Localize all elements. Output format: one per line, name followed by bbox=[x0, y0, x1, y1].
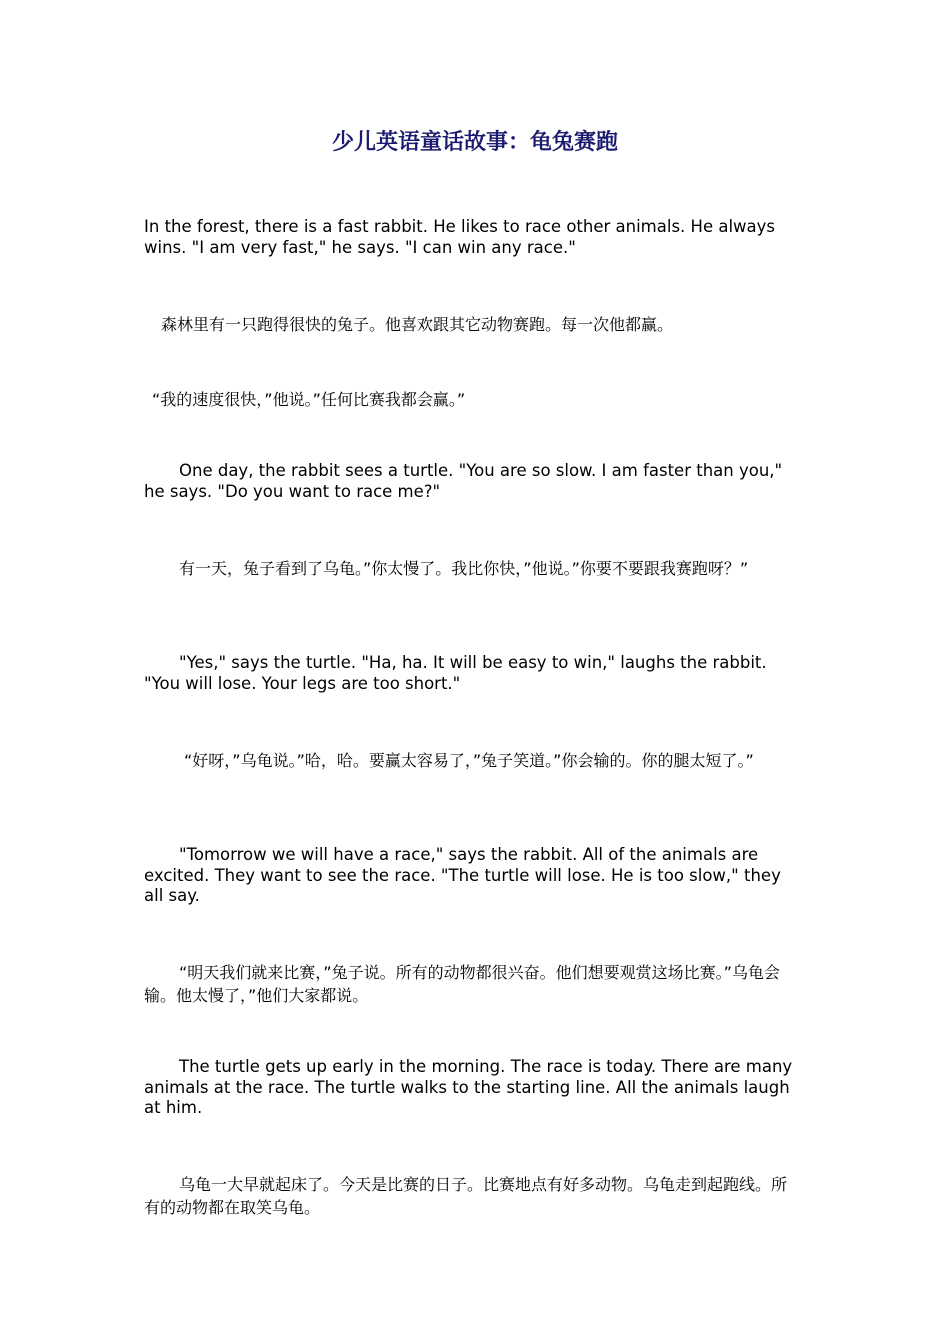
paragraph-zh-3: 有一天，兔子看到了乌龟。”你太慢了。我比你快，”他说。”你要不要跟我赛跑呀？” bbox=[179, 559, 749, 578]
paragraph-zh-1: 森林里有一只跑得很快的兔子。他喜欢跟其它动物赛跑。每一次他都赢。 bbox=[161, 315, 674, 334]
paragraph-en-4: "Tomorrow we will have a race," says the rabbit. All of the animals are excited. They want to see the race. "The turtle will lose. He is too slow," they all say. bbox=[144, 845, 781, 905]
paragraph-en-2: One day, the rabbit sees a turtle. "You are so slow. I am faster than you," he says. "Do you want to race me?" bbox=[144, 461, 783, 501]
paragraph-en-3: "Yes," says the turtle. "Ha, ha. It will be easy to win," laughs the rabbit. "You will lose. Your legs are too short." bbox=[144, 653, 767, 693]
paragraph-zh-6: 乌龟一大早就起床了。今天是比赛的日子。比赛地点有好多动物。乌龟走到起跑线。所有的动物都在取笑乌龟。 bbox=[144, 1175, 788, 1217]
paragraph-en-1: In the forest, there is a fast rabbit. He likes to race other animals. He always wins. "I am very fast," he says. "I can win any race." bbox=[144, 217, 775, 257]
document-title: 少儿英语童话故事：龟兔赛跑 bbox=[331, 130, 618, 155]
paragraph-zh-5: “明天我们就来比赛，”兔子说。所有的动物都很兴奋。他们想要观赏这场比赛。”乌龟会输。他太慢了，”他们大家都说。 bbox=[144, 963, 780, 1005]
paragraph-zh-4: “好呀，”乌龟说。”哈，哈。要赢太容易了，”兔子笑道。”你会输的。你的腿太短了。” bbox=[184, 751, 754, 770]
paragraph-zh-2: “我的速度很快，”他说。”任何比赛我都会赢。” bbox=[152, 390, 466, 409]
paragraph-en-5: The turtle gets up early in the morning. The race is today. There are many animals at the race. The turtle walks to the starting line. All the animals laugh at him. bbox=[144, 1057, 793, 1117]
